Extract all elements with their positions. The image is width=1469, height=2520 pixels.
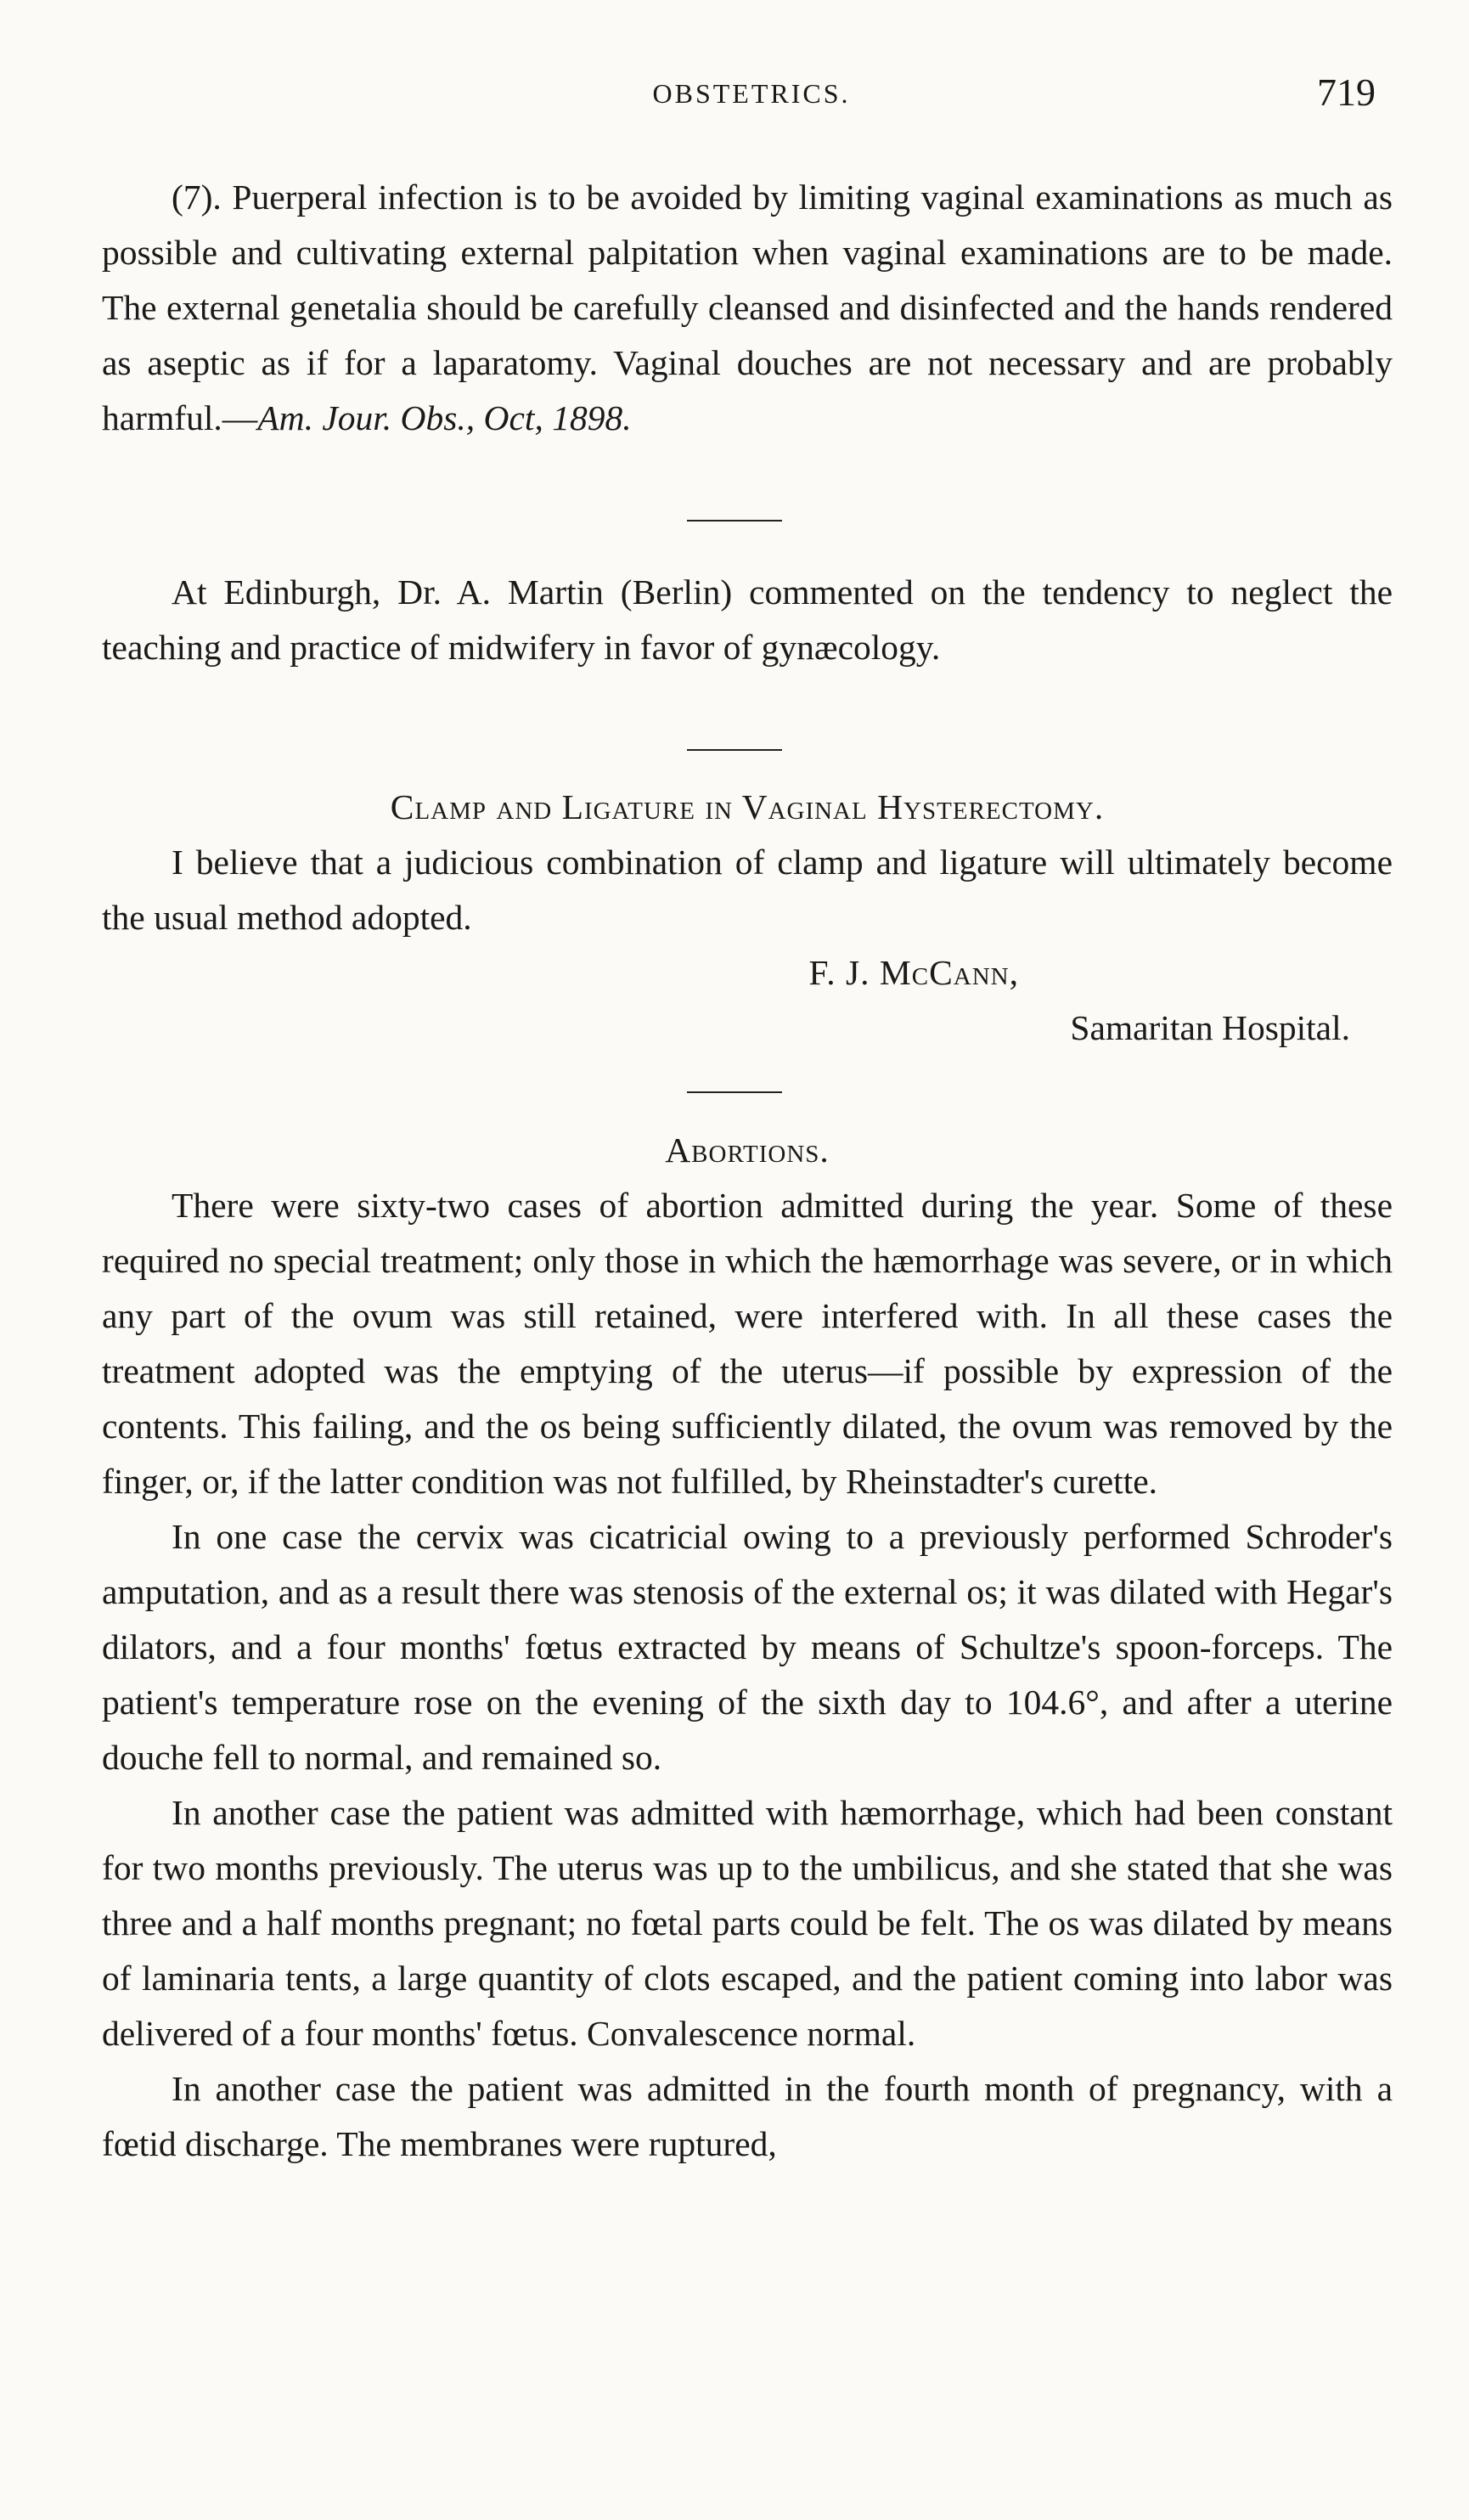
paragraph-abortions-2: In one case the cervix was cicatricial owing to a previously performed Schroder's amputation, and as a result there was stenosis of the external os; it was dilated with Hegar's dilators, and a four months' fœtus extracted by means of Schultze's spoon-forceps. The patient's temperature rose on the evening of the sixth day to 104.6°, and after a uterine douche fell to normal, and remained so. (102, 1517, 1393, 1777)
body-text (102, 170, 1393, 446)
signature-name: F. J. McCann, (808, 953, 1019, 992)
paragraph-puerperal-infection (102, 170, 1393, 446)
running-head (102, 70, 1401, 121)
section-divider (687, 1091, 782, 1093)
paragraph-clamp-ligature: I believe that a judicious combination of clamp and ligature will ultimately become the usual method adopted. (102, 843, 1393, 937)
body-text (102, 1123, 1393, 2172)
section-heading-clamp-ligature: Clamp and Ligature in Vaginal Hysterectomy. (390, 787, 1105, 826)
page-number: 719 (1317, 70, 1376, 114)
paragraph-text: (7). Puerperal infection is to be avoided by limiting vaginal examinations as much as possible and cultivating external palpitation when vaginal examinations are to be made. The external genetalia should be carefully cleansed and disinfected and the hands rendered as aseptic as if for a laparatomy. Vaginal douches are not necessary and are probably harmful.— (102, 178, 1393, 437)
paragraph-abortions-1: There were sixty-two cases of abortion admitted during the year. Some of these required no special treatment; only those in which the hæmorrhage was severe, or in which any part of the ovum was still retained, were interfered with. In all these cases the treatment adopted was the emptying of the uterus—if possible by expression of the contents. This failing, and the os being sufficiently dilated, the ovum was removed by the finger, or, if the latter condition was not fulfilled, by Rheinstadter's curette. (102, 1186, 1393, 1501)
paragraph-edinburgh: At Edinburgh, Dr. A. Martin (Berlin) commented on the tendency to neglect the teaching and practice of midwifery in favor of gynæcology. (102, 572, 1393, 667)
body-text (102, 780, 1393, 1056)
section-divider (687, 749, 782, 751)
body-text (102, 565, 1393, 675)
paragraph-abortions-4: In another case the patient was admitted in the fourth month of pregnancy, with a fœtid discharge. The membranes were ruptured, (102, 2069, 1393, 2163)
citation: Am. Jour. Obs., Oct, 1898. (257, 398, 632, 437)
section-heading-abortions: Abortions. (665, 1130, 830, 1170)
section-divider (687, 520, 782, 521)
paragraph-abortions-3: In another case the patient was admitted with hæmorrhage, which had been constant for two months previously. The uterus was up to the umbilicus, and she stated that she was three and a half months pregnant; no fœtal parts could be felt. The os was dilated by means of laminaria tents, a large quantity of clots escaped, and the patient coming into labor was delivered of a four months' fœtus. Convalescence normal. (102, 1793, 1393, 2053)
running-title: OBSTETRICS. (652, 78, 851, 109)
signature-place: Samaritan Hospital. (1070, 1008, 1350, 1047)
